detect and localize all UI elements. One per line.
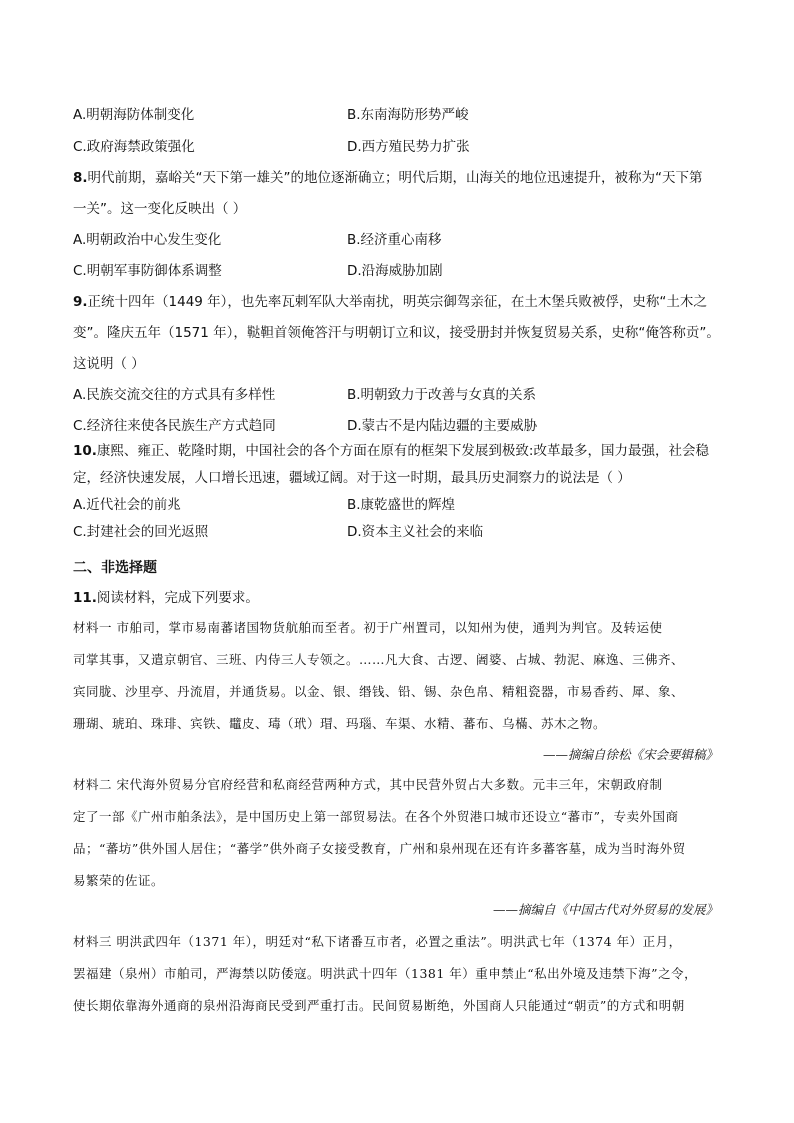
q10-stem-text-1: 康熙、雍正、乾隆时期，中国社会的各个方面在原有的框架下发展到极致:改革最多，国力最强，社会稳: [96, 443, 709, 459]
material-2-source: ——摘编自《中国古代对外贸易的发展》: [492, 902, 718, 917]
q9-number: 9.: [73, 294, 88, 310]
q9-stem-line-1: [73, 290, 707, 310]
material-2-line-2: 定了一部《广州市舶条法》，是中国历史上第一部贸易法。在各个外贸港口城市还设立“蕃市”，专卖外国商: [73, 809, 679, 824]
q10-option-d: D.资本主义社会的来临: [347, 524, 484, 540]
q9-stem-line-2: 变”。隆庆五年（1571 年），鞑靼首领俺答汗与明朝订立和议，接受册封并恢复贸易关系，史称“俺答称贡”。: [73, 325, 720, 341]
q10-number: 10.: [73, 443, 97, 459]
q10-stem-line-2: 定，经济快速发展，人口增长迅速，疆域辽阔。对于这一时期，最具历史洞察力的说法是（ ）: [73, 470, 631, 486]
material-2-line-1: 材料二 宋代海外贸易分官府经营和私商经营两种方式，其中民营外贸占大多数。元丰三年，宋朝政府制: [73, 777, 663, 792]
q10-option-a: A.近代社会的前兆: [73, 497, 181, 513]
q9-stem-line-3: 这说明（ ）: [73, 356, 145, 372]
q8-option-a: A.明朝政治中心发生变化: [73, 232, 222, 248]
material-3-line-2: 罢福建（泉州）市舶司，严海禁以防倭寇。明洪武十四年（1381 年）重申禁止“私出外境及违禁下海”之令，: [73, 966, 698, 981]
material-3-line-3: 使长期依靠海外通商的泉州沿海商民受到严重打击。民间贸易断绝，外国商人只能通过“朝贡”的方式和明朝: [73, 998, 685, 1013]
q8-stem-line-1: [73, 166, 703, 186]
q8-option-d: D.沿海威胁加剧: [347, 263, 443, 279]
section-heading-non-choice: 二、非选择题: [73, 560, 157, 576]
q9-option-b: B.明朝致力于改善与女真的关系: [347, 387, 537, 403]
material-2-line-4: 易繁荣的佐证。: [73, 873, 165, 888]
material-1-line-3: 宾同胧、沙里亭、丹流眉，并通货易。以金、银、缗钱、铅、锡、杂色帛、精粗瓷器，市易香药、犀、象、: [73, 684, 685, 699]
material-1-line-4: 珊瑚、琥珀、珠琲、宾铁、鼊皮、瑇（玳）瑁、玛瑙、车渠、水精、蕃布、乌樠、苏木之物。: [73, 716, 607, 731]
q8-stem-text-1: 明代前期，嘉峪关“天下第一雄关”的地位逐渐确立；明代后期，山海关的地位迅速提升，被称为“天下第: [87, 170, 703, 186]
material-3-line-1: 材料三 明洪武四年（1371 年），明廷对“私下诸番互市者，必置之重法”。明洪武七年（1374 年）正月，: [73, 934, 682, 949]
q10-option-b: B.康乾盛世的辉煌: [347, 497, 456, 513]
q10-stem-line-1: [73, 439, 709, 459]
q7-option-d: D.西方殖民势力扩张: [347, 139, 470, 155]
material-1-line-2: 司掌其事，又遣京朝官、三班、内侍三人专领之。……凡大食、古逻、阇婆、占城、勃泥、麻逸、三佛齐、: [73, 652, 685, 667]
q11-number: 11.: [73, 590, 97, 606]
q9-option-c: C.经济往来使各民族生产方式趋同: [73, 418, 276, 434]
q9-stem-text-1: 正统十四年（1449 年），也先率瓦剌军队大举南扰，明英宗御驾亲征，在土木堡兵败被俘，史称“土木之: [87, 294, 707, 310]
q9-option-d: D.蒙古不是内陆边疆的主要威胁: [347, 418, 538, 434]
q9-option-a: A.民族交流交往的方式具有多样性: [73, 387, 276, 403]
q8-option-b: B.经济重心南移: [347, 232, 442, 248]
q11-stem: [73, 586, 259, 606]
q10-option-c: C.封建社会的回光返照: [73, 524, 209, 540]
material-1-line-1: 材料一 市舶司，掌市易南蕃诸国物货航舶而至者。初于广州置司，以知州为使，通判为判官。及转运使: [73, 620, 663, 635]
q8-stem-line-2: 一关”。这一变化反映出（ ）: [73, 201, 247, 217]
material-2-line-3: 品；“蕃坊”供外国人居住；“蕃学”供外商子女接受教育，广州和泉州现在还有许多蕃客墓，成为当时海外贸: [73, 841, 686, 856]
q8-number: 8.: [73, 170, 88, 186]
q7-option-a: A.明朝海防体制变化: [73, 107, 195, 123]
q7-option-b: B.东南海防形势严峻: [347, 107, 469, 123]
q7-option-c: C.政府海禁政策强化: [73, 139, 195, 155]
material-1-source: ——摘编自徐松《宋会要辑稿》: [542, 747, 718, 762]
q11-stem-text: 阅读材料，完成下列要求。: [96, 590, 259, 606]
q8-option-c: C.明朝军事防御体系调整: [73, 263, 222, 279]
